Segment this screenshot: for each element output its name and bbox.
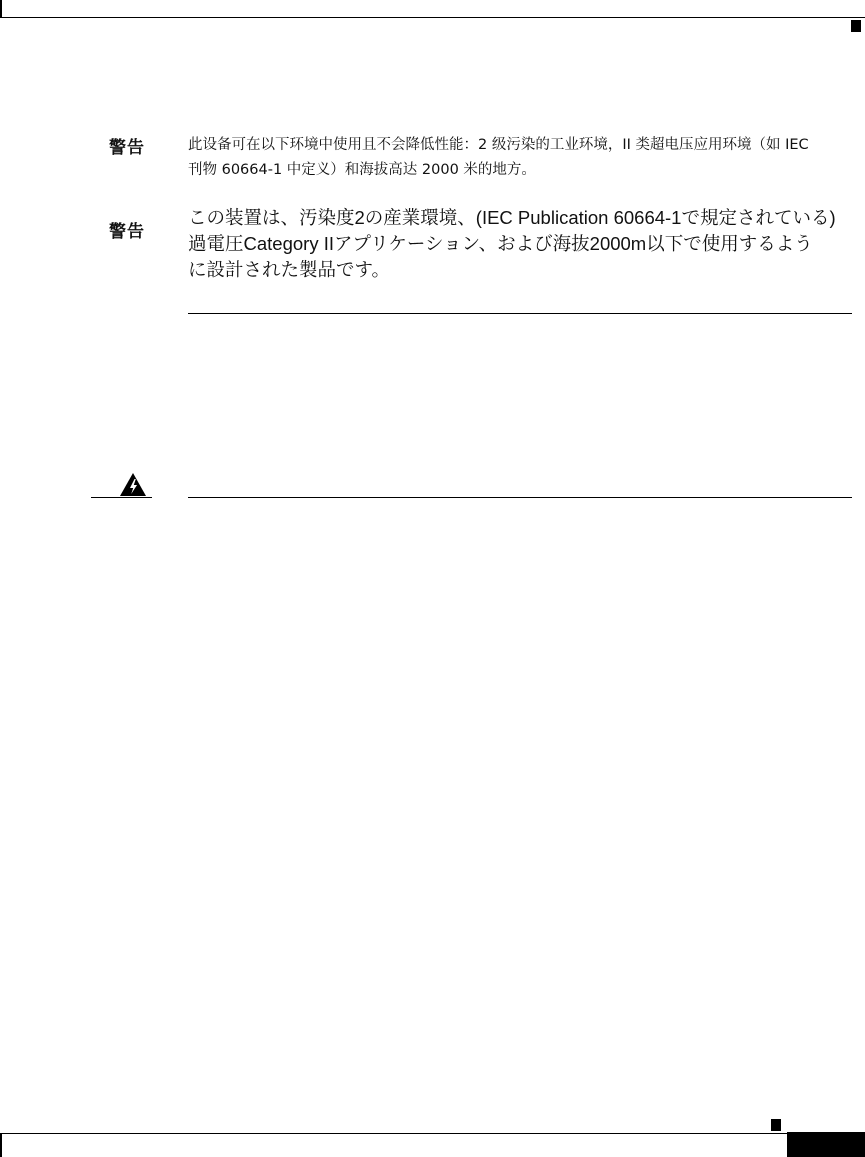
- warning-rule-long: [188, 497, 852, 498]
- warning-text-line: 刊物 60664-1 中定义）和海拔高达 2000 米的地方。: [188, 162, 536, 178]
- footer-page-tab: [787, 1132, 865, 1157]
- section-divider: [188, 313, 852, 314]
- warning-text-line: 過電圧Category IIアプリケーション、および海抜2000m以下で使用するよう: [188, 233, 813, 254]
- header-left-tick: [0, 0, 2, 18]
- warning-text-chinese: [188, 133, 852, 183]
- warning-text-line: 此设备可在以下环境中使用且不会降低性能：2 级污染的工业环境，II 类超电压应用环境（如 IEC: [188, 137, 809, 153]
- warning-text-line: この装置は、汚染度2の産業環境、(IEC Publication 60664-1で規定されている): [188, 207, 836, 228]
- header-rule: [0, 17, 865, 18]
- warning-icon: [118, 472, 148, 498]
- warning-label-chinese: 警告: [109, 138, 145, 158]
- warning-text-line: に設計された製品です。: [188, 259, 391, 280]
- warning-label-japanese: 警告: [109, 222, 145, 242]
- footer-rule: [0, 1133, 787, 1134]
- header-corner-mark: [851, 20, 861, 32]
- footer-left-tick: [0, 1133, 2, 1157]
- warning-text-japanese: [188, 205, 852, 283]
- footer-corner-mark: [771, 1119, 781, 1131]
- warning-underline-short: [91, 497, 152, 498]
